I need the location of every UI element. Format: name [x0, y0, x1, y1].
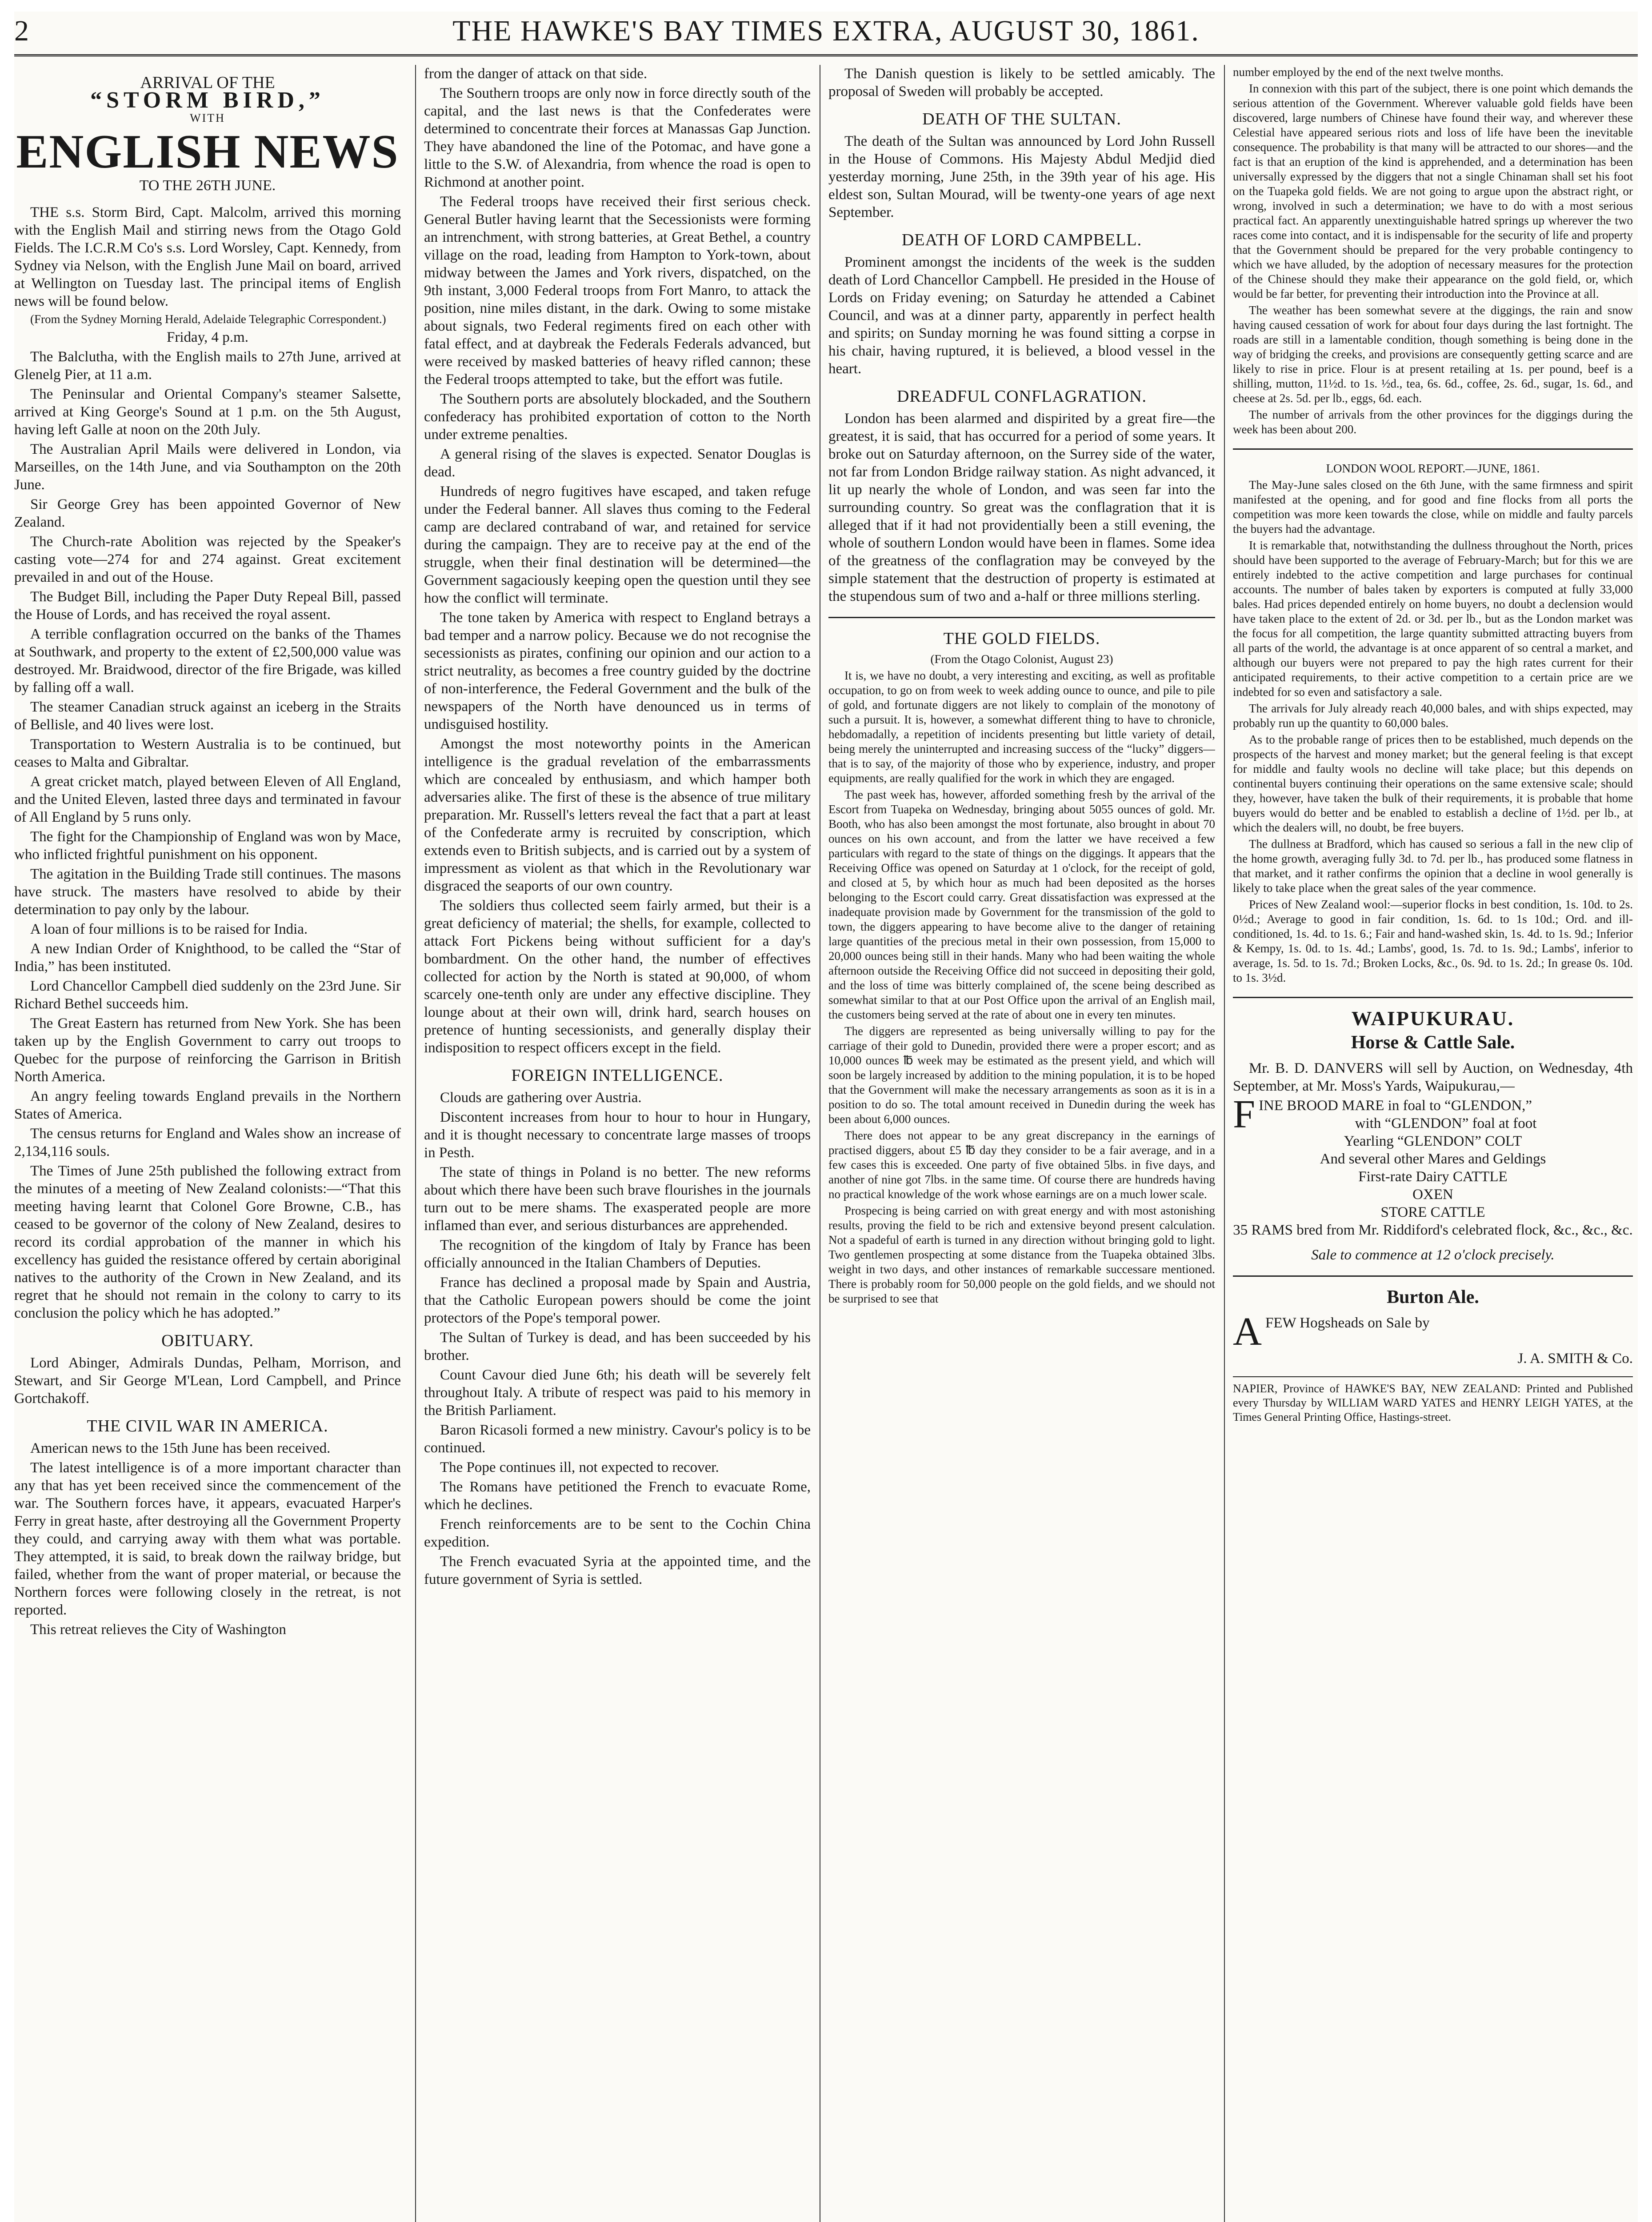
paragraph: The agitation in the Building Trade still continues. The masons have struck. The masters have resolved to abide by their determination to pay only by the labour.	[14, 866, 401, 918]
section-heading-conflagration: DREADFUL CONFLAGRATION.	[896, 387, 1147, 406]
printer-imprint: NAPIER, Province of HAWKE'S BAY, NEW ZEALAND: Printed and Published every Thursday by WILLIAM WARD YATES and HENRY LEIGH YATES, at the Times General Printing Office, Hastings-street.	[1233, 1376, 1633, 1424]
paragraph: Discontent increases from hour to hour to hour in Hungary, and it is thought necessary to concentrate large masses of troops in Pesth.	[424, 1109, 811, 1161]
paragraph: As to the probable range of prices then to be established, much depends on the prospects of the harvest and money market; but the general feeling is that except for middle and faulty wools no decline will take place; but this depends on continental buyers continuing their operations on the same extensive scale; should they, however, have taken the bulk of their requirements, it is probable that home buyers would do better and be enabled to establish a decline of 1½d. per lb., at which the dealers will, no doubt, be free buyers.	[1233, 733, 1633, 834]
paragraph: Baron Ricasoli formed a new ministry. Cavour's policy is to be continued.	[424, 1422, 811, 1456]
paragraph: This retreat relieves the City of Washington	[30, 1622, 286, 1638]
column-2	[424, 65, 811, 2222]
paragraph: Lord Abinger, Admirals Dundas, Pelham, Morrison, and Stewart, and Sir George M'Lean, Lord Campbell, and Prince Gortchakoff.	[14, 1355, 401, 1407]
paragraph: The Sultan of Turkey is dead, and has been succeeded by his brother.	[424, 1330, 811, 1363]
section-heading-gold-fields: THE GOLD FIELDS.	[943, 629, 1100, 648]
paragraph: The Australian April Mails were delivered in London, via Marseilles, on the 14th June, and via Southampton on the 20th June.	[14, 441, 401, 493]
ad-lot: Yearling “GLENDON” COLT	[1344, 1133, 1522, 1149]
paragraph: The Southern troops are only now in force directly south of the capital, and the last news is that the Confederates were determined to concentrate their forces at Manassas Gap Junction. They have abandoned the line of the Potomac, and have gone a little to the S.W. of Alexandria, from whence the road is open to Richmond at another point.	[424, 85, 811, 190]
paragraph: The recognition of the kingdom of Italy by France has been officially announced in the Italian Chambers of Deputies.	[424, 1237, 811, 1271]
paragraph: The French evacuated Syria at the appointed time, and the future government of Syria is settled.	[424, 1554, 811, 1587]
newspaper-title: THE HAWKE'S BAY TIMES EXTRA, AUGUST 30, 1861.	[452, 15, 1200, 47]
section-heading-wool-report: LONDON WOOL REPORT.—JUNE, 1861.	[1326, 462, 1540, 475]
headline-with: WITH	[190, 112, 225, 124]
paragraph: Prices of New Zealand wool:—superior flocks in best condition, 1s. 10d. to 2s. 0½d.; Average to good in fair condition, 1s. 6d. to 1s 10d.; Ord. and ill-conditioned, 1s. 4d. to 1s. 6.; Fair and hand-washed skin, 1s. 4d. to 1s. 9d.; Inferior & Kempy, 1s. 0d. to 1s. 4d.; Lambs', good, 1s. 7d. to 1s. 9d.; Lambs', inferior to average, 1s. 5d. to 1s. 7d.; Broken Locks, &c., 0s. 9d. to 1s. 2d.; In grease 0s. 10d. to 1s. 3½d.	[1233, 898, 1633, 984]
section-divider	[1233, 448, 1633, 450]
paragraph: France has declined a proposal made by Spain and Austria, that the Catholic European powers should be come the joint protectors of the Pope's temporal power.	[424, 1275, 811, 1326]
paragraph: from the danger of attack on that side.	[424, 66, 648, 82]
page-number: 2	[14, 15, 29, 47]
paragraph: The state of things in Poland is no better. The new reforms about which there have been such brave flourishes in the journals turn out to be mere shams. The exasperated people are more inflamed than ever, and serious disturbances are apprehended.	[424, 1164, 811, 1234]
paragraph: Lord Chancellor Campbell died suddenly on the 23rd June. Sir Richard Bethel succeeds him.	[14, 978, 401, 1012]
paragraph: The past week has, however, afforded something fresh by the arrival of the Escort from Tuapeka on Wednesday, bringing about 5055 ounces of gold. Mr. Booth, who has also been amongst the most fortunate, also brought in about 70 ounces on his own account, and from the latter we have received a few particulars with regard to the state of things on the diggings. It appears that the Receiving Office was opened on Saturday at 1 o'clock, for the receipt of gold, and closed at 5, by which hour as much had been deposited as the horses belonging to the Escort could carry. Great dissatisfaction was expressed at the inadequate provision made by Government for the transmission of the gold to town, the diggers appearing to have become alive to the danger of retaining large quantities of the precious metal in their own possession, from 15,000 to 20,000 ounces being still in their hands. Many who had been waiting the whole afternoon outside the Receiving Office did not succeed in depositing their gold, and the loss of time was bitterly complained of, the scene being described as somewhat similar to that at our Post Office upon the arrival of an English mail, the customers being served at the rate of about one in every ten minutes.	[828, 788, 1215, 1021]
ad-title: Horse & Cattle Sale.	[1351, 1032, 1515, 1053]
section-heading-sultan: DEATH OF THE SULTAN.	[922, 110, 1121, 128]
headline-arrival: ARRIVAL OF THE	[140, 73, 275, 92]
paragraph: There does not appear to be any great discrepancy in the earnings of practised diggers, about £5 ℔ day they consider to be a fair average, and in a few cases this is exceeded. One party of five obtained 5lbs. in five days, and another of nine got 7lbs. in the same time. Of course there are hundreds having no practical knowledge of the work whose earnings are on a much lower scale.	[828, 1129, 1215, 1201]
paragraph: French reinforcements are to be sent to the Cochin China expedition.	[424, 1516, 811, 1550]
ad-lot: 35 RAMS bred from Mr. Riddiford's celebrated flock, &c., &c., &c.	[1233, 1222, 1633, 1238]
paragraph: A general rising of the slaves is expected. Senator Douglas is dead.	[424, 446, 811, 480]
ad-text: AFEW Hogsheads on Sale by	[1233, 1310, 1430, 1354]
ad-title: Burton Ale.	[1387, 1287, 1479, 1307]
paragraph: Prominent amongst the incidents of the week is the sudden death of Lord Chancellor Campbell. He presided in the House of Lords on Friday evening; on Saturday he attended a Cabinet Council, and was at a dinner party, apparently in perfect health and spirits; on Sunday morning he was found sitting a corpse in his chair, having ruptured, it is believed, a blood vessel in the heart.	[828, 254, 1215, 377]
paragraph: It is remarkable that, notwithstanding the dullness throughout the North, prices should have been supported to the average of February-March; but for this we are entirely indebted to the active competition and large purchases for continual accounts. The number of bales taken by exporters is computed at fully 33,000 bales. Had prices depended entirely on home buyers, no doubt a declension would have taken place to the extent of 2d. or 3d. per lb., but as the London market was the focus for all competition, the large quantity submitted attracting buyers from all parts of the world, the advantage is at once apparent of so central a market, and although our buyers were not prepared to pay the high rates current for their anticipated requirements, to their active competition to a certain price are we indebted for so even and satisfactory a sale.	[1233, 539, 1633, 699]
paragraph: American news to the 15th June has been received.	[30, 1440, 331, 1456]
ad-lot: OXEN	[1412, 1187, 1453, 1203]
paragraph: THE s.s. Storm Bird, Capt. Malcolm, arrived this morning with the English Mail and stirring news from the Otago Gold Fields. The I.C.R.M Co's s.s. Lord Worsley, Capt. Kennedy, from Sydney via Nelson, with the English June Mail on board, arrived at Wellington on Tuesday last. The principal items of English news will be found below.	[14, 204, 401, 309]
paragraph: The Budget Bill, including the Paper Duty Repeal Bill, passed the House of Lords, and has received the royal assent.	[14, 589, 401, 623]
section-heading-obituary: OBITUARY.	[161, 1331, 254, 1350]
ad-lot: And several other Mares and Geldings	[1320, 1151, 1546, 1167]
drop-cap: A	[1233, 1310, 1262, 1354]
source-note: (From the Sydney Morning Herald, Adelaide Telegraphic Correspondent.)	[30, 312, 386, 326]
paragraph: London has been alarmed and dispirited by a great fire—the greatest, it is said, that has occurred for a period of some years. It broke out on Saturday afternoon, on the Surrey side of the water, not far from London Bridge railway station. As night advanced, it lit up nearly the whole of London, and was seen far into the surrounding country. So great was the conflagration that it is alleged that if it had not providentially been a still evening, the whole of southern London would have been in flames. Some idea of the greatness of the conflagration may be conveyed by the simple statement that the destruction of property is estimated at the stupendous sum of two and a-half or three millions sterling.	[828, 411, 1215, 604]
column-4	[1233, 65, 1633, 2222]
headline-english-news: ENGLISH NEWS	[16, 125, 399, 178]
ad-lot: STORE CATTLE	[1380, 1204, 1485, 1220]
paragraph: The arrivals for July already reach 40,000 bales, and with ships expected, may probably run up the quantity to 60,000 bales.	[1233, 702, 1633, 730]
paragraph: It is, we have no doubt, a very interesting and exciting, as well as profitable occupation, to go on from week to week adding ounce to ounce, and pile to pile of gold, and fortunate diggers are not likely to complain of the monotony of such a pursuit. It is, however, a somewhat different thing to have to chronicle, hebdomadally, a repetition of incidents presenting but little variety of detail, being merely the uninterrupted and increasing success of the “lucky” diggers—that is to say, of the majority of those who by experience, industry, and proper equipments, are really qualified for the work in which they are engaged.	[828, 669, 1215, 785]
newspaper-page	[14, 12, 1638, 2222]
section-divider	[828, 617, 1215, 618]
paragraph: The Peninsular and Oriental Company's steamer Salsette, arrived at King George's Sound at 1 p.m. on the 5th August, having left Galle at noon on the 20th July.	[14, 386, 401, 438]
paragraph: number employed by the end of the next twelve months.	[1233, 65, 1504, 79]
paragraph: The census returns for England and Wales show an increase of 2,134,116 souls.	[14, 1126, 401, 1159]
column-1	[14, 65, 401, 2222]
paragraph: The tone taken by America with respect to England betrays a bad temper and a narrow policy. Because we do not recognise the secessionists as pirates, confining our opinion and our action to a strict neutrality, as becomes a free country guided by the doctrine of non-interference, the Federal Government and the bulk of the newspapers of the North have denounced us in terms of undisguised hostility.	[424, 610, 811, 732]
paragraph: The Romans have petitioned the French to evacuate Rome, which he declines.	[424, 1479, 811, 1513]
paragraph: The Times of June 25th published the following extract from the minutes of a meeting of New Zealand colonists:—“That this meeting having learnt that Colonel Gore Browne, C.B., has ceased to be governor of the colony of New Zealand, desires to record its cordial approbation of the manner in which his excellency has guided the resistance offered by certain aboriginal natives to the authority of the Crown in New Zealand, and its regret that he should not remain in the colony to carry to its conclusion the policy which he has adopted.”	[14, 1163, 401, 1321]
paragraph: The dullness at Bradford, which has caused so serious a fall in the new clip of the home growth, averaging fully 3d. to 7d. per lb., has produced some flatness in that market, and it rather confirms the opinion that a decline in wool generally is likely to take place when the great sales of the year commence.	[1233, 837, 1633, 895]
paragraph: A terrible conflagration occurred on the banks of the Thames at Southwark, and property to the extent of £2,500,000 value was destroyed. Mr. Braidwood, director of the fire Brigade, was killed by falling off a wall.	[14, 626, 401, 695]
ad-seller: J. A. SMITH & Co.	[1517, 1351, 1633, 1367]
paragraph: The Federal troops have received their first serious check. General Butler having learnt that the Secessionists were forming an intrenchment, with strong batteries, at Great Bethel, a country village on the road, leading from Hampton to York-town, about midway between the James and York rivers, dispatched, on the 9th instant, 3,000 Federal troops from Fort Manro, to attack the position, nine miles distant, in the dark. Owing to some mistake about signals, two Federal regiments fired on each other with fatal effect, and at daybreak the Federals Federals advanced, but were received by masked batteries of heavy rifled cannon; these the Federal troops attempted to take, but the effort was futile.	[424, 194, 811, 388]
dateline: Friday, 4 p.m.	[167, 329, 248, 345]
headline-date: TO THE 26TH JUNE.	[139, 177, 276, 194]
ad-note: Sale to commence at 12 o'clock precisely.	[1311, 1247, 1555, 1263]
advertisement-burton-ale	[1233, 1288, 1633, 1367]
paragraph: The May-June sales closed on the 6th June, with the same firmness and spirit manifested at the opening, and for good and fine flocks from all ports the competition was more keen towards the close, while on middle and faulty parcels the buyers had the advantage.	[1233, 478, 1633, 536]
column-3	[828, 65, 1215, 2222]
section-divider	[1233, 1275, 1633, 1277]
column-rule	[415, 65, 416, 2222]
paragraph: In connexion with this part of the subject, there is one point which demands the serious attention of the Government. Wherever valuable gold fields have been discovered, large numbers of Chinese have found their way, and wherever these Celestial have appeared serious riots and loss of life have been the inevitable consequence. The probability is that many will be attracted to our shores—and the fact is that an eruption of the kind is apprehended, and a determination has been universally expressed by the diggers that not a single Chinaman shall set his foot on the Tuapeka gold fields. We are not going to argue upon the abstract right, or wrong, involved in such a determination; we have to do with a most serious practical fact. An apparently unextinguishable hatred springs up wherever the two races come into contact, and it is indispensable for the security of life and property that the Government should be prepared for the very probable contingency to which we have alluded, by the adoption of necessary measures for the protection of the Chinese should they make their appearance on the gold field, or, which would be far better, for preventing their introduction into the Province at all.	[1233, 82, 1633, 300]
ad-place: WAIPUKURAU.	[1351, 1007, 1515, 1030]
paragraph: Amongst the most noteworthy points in the American intelligence is the gradual revelation of the embarrassments which are concealed by enthusiasm, and which hamper both adversaries alike. The first of these is the absence of true military preparation. Mr. Russell's letters reveal the fact that a part at least of the Confederate army is recruited by conscription, which extends even to British subjects, and is carried out by a system of impressment as violent as that which in the Revolutionary war disgraced the seaports of our own country.	[424, 736, 811, 894]
paragraph: The Great Eastern has returned from New York. She has been taken up by the English Government to carry out troops to Quebec for the purpose of reinforcing the Garrison in British North America.	[14, 1015, 401, 1085]
drop-cap: F	[1233, 1092, 1256, 1136]
ad-lot: FINE BROOD MARE in foal to “GLENDON,”	[1233, 1092, 1532, 1136]
paragraph: Prospecing is being carried on with great energy and with most astonishing results, proving the field to be rich and extensive beyond present calculation. Not a spadeful of earth is turned in any direction without bringing gold to light. Two gentlemen prospecting at some distance from the Tuapeka obtained 3lbs. weight in two days, and other instances of remarkable successare mentioned. There is probably room for 50,000 people on the gold fields, and we should not be surprised to see that	[828, 1204, 1215, 1305]
paragraph: The steamer Canadian struck against an iceberg in the Straits of Bellisle, and 40 lives were lost.	[14, 699, 401, 733]
section-heading-campbell: DEATH OF LORD CAMPBELL.	[901, 231, 1142, 249]
paragraph: The Pope continues ill, not expected to recover.	[440, 1459, 719, 1475]
paragraph: The soldiers thus collected seem fairly armed, but their is a great deficiency of material; the shells, for example, collected to attack Fort Pickens being without sufficient for a day's bombardment. On the other hand, the number of effectives collected for action by the North is stated at 90,000, of whom scarcely one-tenth only are under any effective discipline. They lounge about at their own will, drink hard, search houses on pretence of hunting secessionists, and generally display their indisposition to respect officers except in the field.	[424, 898, 811, 1056]
paragraph: The diggers are represented as being universally willing to pay for the carriage of their gold to Dunedin, provided there were a proper escort; and as 10,000 ounces ℔ week may be estimated as the present yield, and which will soon be largely increased by addition to the mining population, it is to be hoped that the Government will make the necessary arrangements as soon as it is in a position to do so. The total amount received in Dunedin during the week has been about 6,000 ounces.	[828, 1024, 1215, 1126]
paragraph: Clouds are gathering over Austria.	[440, 1090, 642, 1106]
paragraph: A loan of four millions is to be raised for India.	[30, 921, 308, 937]
ad-lot: with “GLENDON” foal at foot	[1355, 1115, 1537, 1131]
paragraph: Hundreds of negro fugitives have escaped, and taken refuge under the Federal banner. All slaves thus coming to the Federal camp are declared contraband of war, and retained for service during the campaign. They are to receive pay at the end of the struggle, when their final destination will be determined—the Government sagaciously keeping open the question until they see how the conflict will terminate.	[424, 484, 811, 606]
paragraph: The fight for the Championship of England was won by Mace, who inflicted frightful punishment on his opponent.	[14, 829, 401, 863]
paragraph: The Church-rate Abolition was rejected by the Speaker's casting vote—274 for and 274 against. Great excitement prevailed in and out of the House.	[14, 534, 401, 585]
masthead	[14, 12, 1638, 56]
section-divider	[1233, 997, 1633, 998]
paragraph: Sir George Grey has been appointed Governor of New Zealand.	[14, 496, 401, 530]
paragraph: Count Cavour died June 6th; his death will be severely felt throughout Italy. A tribute of respect was paid to his memory in the British Parliament.	[424, 1367, 811, 1419]
paragraph: The death of the Sultan was announced by Lord John Russell in the House of Commons. His Majesty Abdul Medjid died yesterday morning, June 25th, in the 39th year of his age. His eldest son, Sultan Mourad, will be twenty-one years of age next September.	[828, 133, 1215, 220]
section-heading-foreign: FOREIGN INTELLIGENCE.	[511, 1066, 724, 1085]
ad-lot: First-rate Dairy CATTLE	[1358, 1169, 1508, 1185]
paragraph: The Danish question is likely to be settled amicably. The proposal of Sweden will probably be accepted.	[828, 66, 1215, 100]
ad-intro: Mr. B. D. DANVERS will sell by Auction, on Wednesday, 4th September, at Mr. Moss's Yards, Waipukurau,—	[1233, 1060, 1633, 1094]
advertisement-horse-cattle-sale	[1233, 1007, 1633, 1264]
source-note: (From the Otago Colonist, August 23)	[930, 652, 1113, 666]
column-rule	[1224, 65, 1225, 2222]
paragraph: Transportation to Western Australia is to be continued, but ceases to Malta and Gibraltar.	[14, 736, 401, 770]
paragraph: A great cricket match, played between Eleven of All England, and the United Eleven, lasted three days and terminated in favour of All England by 5 runs only.	[14, 774, 401, 825]
headline-ship: “STORM BIRD,”	[90, 88, 325, 113]
paragraph: The latest intelligence is of a more important character than any that has yet been received since the commencement of the war. The Southern forces have, it appears, evacuated Harper's Ferry in great haste, after destroying all the Government Property they could, and carrying away with them what was portable. They attempted, it is said, to break down the railway bridge, but failed, whether from the want of proper material, or because the Northern forces were following closely in the retreat, is not reported.	[14, 1460, 401, 1618]
paragraph: An angry feeling towards England prevails in the Northern States of America.	[14, 1088, 401, 1122]
paragraph: The Balclutha, with the English mails to 27th June, arrived at Glenelg Pier, at 11 a.m.	[14, 349, 401, 383]
paragraph: The number of arrivals from the other provinces for the diggings during the week has been about 200.	[1233, 408, 1633, 436]
paragraph: The weather has been somewhat severe at the diggings, the rain and snow having caused cessation of work for about four days during the last fortnight. The roads are still in a lamentable condition, though something is being done in the way of bridging the creeks, and provisions are consequently getting scarce and are likely to rise in price. Flour is at present retailing at 1s. per pound, beef is a shilling, mutton, 11½d. to 1s. ½d., tea, 6s. 6d., coffee, 2s. 6d., sugar, 1s. 6d., and cheese at 2s. 5d. per lb., eggs, 6d. each.	[1233, 304, 1633, 405]
paragraph: A new Indian Order of Knighthood, to be called the “Star of India,” has been instituted.	[14, 941, 401, 975]
paragraph: The Southern ports are absolutely blockaded, and the Southern confederacy has prohibited exportation of cotton to the North under extreme penalties.	[424, 391, 811, 443]
section-heading-civil-war: THE CIVIL WAR IN AMERICA.	[87, 1417, 328, 1435]
